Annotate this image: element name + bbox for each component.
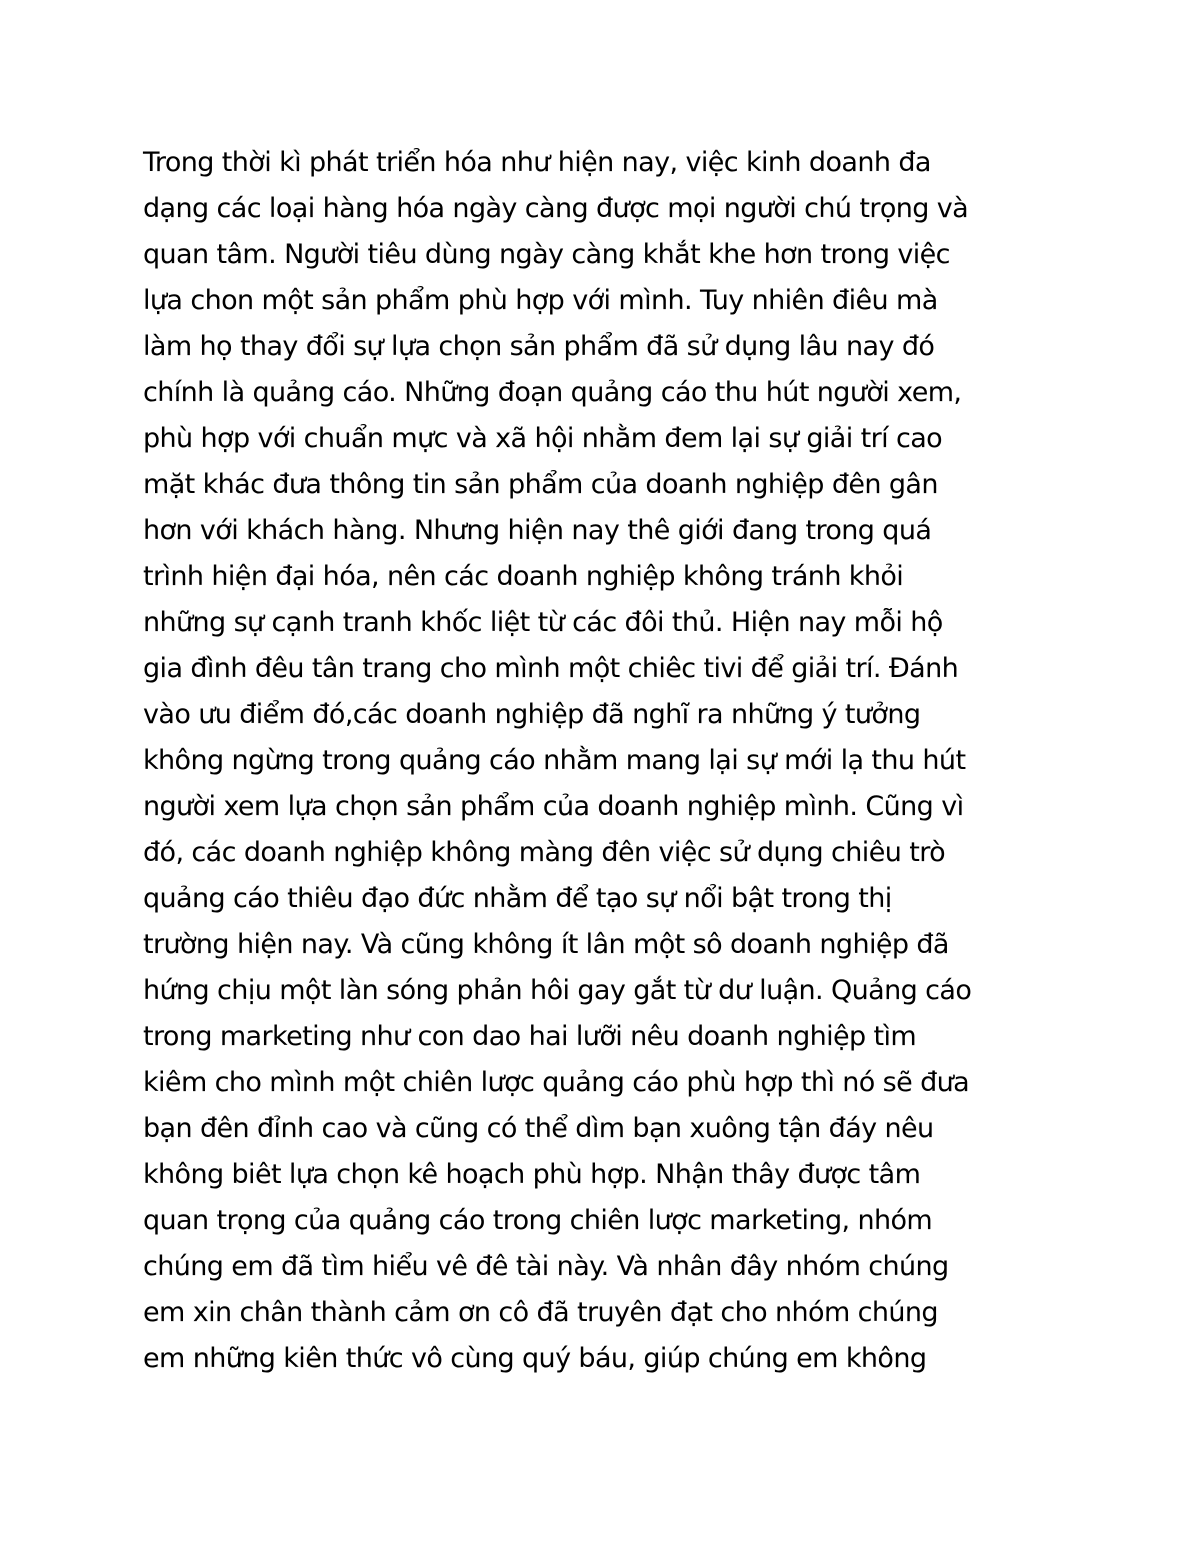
paragraph-line: lựa chon một sản phẩm phù hợp với mình. Tuy nhiên điêu mà [143, 285, 938, 316]
paragraph-line: kiêm cho mình một chiên lược quảng cáo phù hợp thì nó sẽ đưa [143, 1067, 970, 1098]
paragraph-line: trường hiện nay. Và cũng không ít lân một sô doanh nghiệp đã [143, 929, 949, 960]
paragraph-line: đó, các doanh nghiệp không màng đên việc sử dụng chiêu trò [143, 837, 946, 868]
paragraph-line: quảng cáo thiêu đạo đức nhằm để tạo sự nổi bật trong thị [143, 883, 892, 914]
paragraph-line: không ngừng trong quảng cáo nhằm mang lại sự mới lạ thu hút [143, 745, 966, 776]
paragraph-line: em xin chân thành cảm ơn cô đã truyên đạt cho nhóm chúng [143, 1297, 938, 1328]
paragraph-line: vào ưu điểm đó,các doanh nghiệp đã nghĩ ra những ý tưởng [143, 699, 921, 730]
paragraph-line: làm họ thay đổi sự lựa chọn sản phẩm đã sử dụng lâu nay đó [143, 331, 935, 362]
paragraph-line: em những kiên thức vô cùng quý báu, giúp chúng em không [143, 1343, 927, 1374]
paragraph-line: hơn với khách hàng. Nhưng hiện nay thê giới đang trong quá [143, 515, 932, 546]
paragraph-line: trình hiện đại hóa, nên các doanh nghiệp không tránh khỏi [143, 561, 904, 592]
paragraph-line: mặt khác đưa thông tin sản phẩm của doanh nghiệp đên gân [143, 469, 938, 500]
paragraph-line: chúng em đã tìm hiểu vê đê tài này. Và nhân đây nhóm chúng [143, 1251, 949, 1282]
paragraph-line: quan trọng của quảng cáo trong chiên lược marketing, nhóm [143, 1205, 933, 1236]
paragraph-line: quan tâm. Người tiêu dùng ngày càng khắt khe hơn trong việc [143, 239, 950, 270]
body-paragraph [143, 140, 1083, 1382]
paragraph-line: bạn đên đỉnh cao và cũng có thể dìm bạn xuông tận đáy nêu [143, 1113, 934, 1144]
paragraph-line: dạng các loại hàng hóa ngày càng được mọi người chú trọng và [143, 193, 969, 224]
paragraph-line: phù hợp với chuẩn mực và xã hội nhằm đem lại sự giải trí cao [143, 423, 943, 454]
paragraph-line: không biêt lựa chọn kê hoạch phù hợp. Nhận thây được tâm [143, 1159, 921, 1190]
paragraph-line: những sự cạnh tranh khốc liệt từ các đôi thủ. Hiện nay mỗi hộ [143, 607, 943, 638]
paragraph-line: trong marketing như con dao hai lưỡi nêu doanh nghiệp tìm [143, 1021, 917, 1052]
paragraph-line: người xem lựa chọn sản phẩm của doanh nghiệp mình. Cũng vì [143, 791, 964, 822]
paragraph-line: gia đình đêu tân trang cho mình một chiêc tivi để giải trí. Đánh [143, 653, 959, 684]
paragraph-line: hứng chịu một làn sóng phản hôi gay gắt từ dư luận. Quảng cáo [143, 975, 972, 1006]
paragraph-line: chính là quảng cáo. Những đoạn quảng cáo thu hút người xem, [143, 377, 962, 408]
paragraph-line: Trong thời kì phát triển hóa như hiện nay, việc kinh doanh đa [143, 147, 931, 178]
